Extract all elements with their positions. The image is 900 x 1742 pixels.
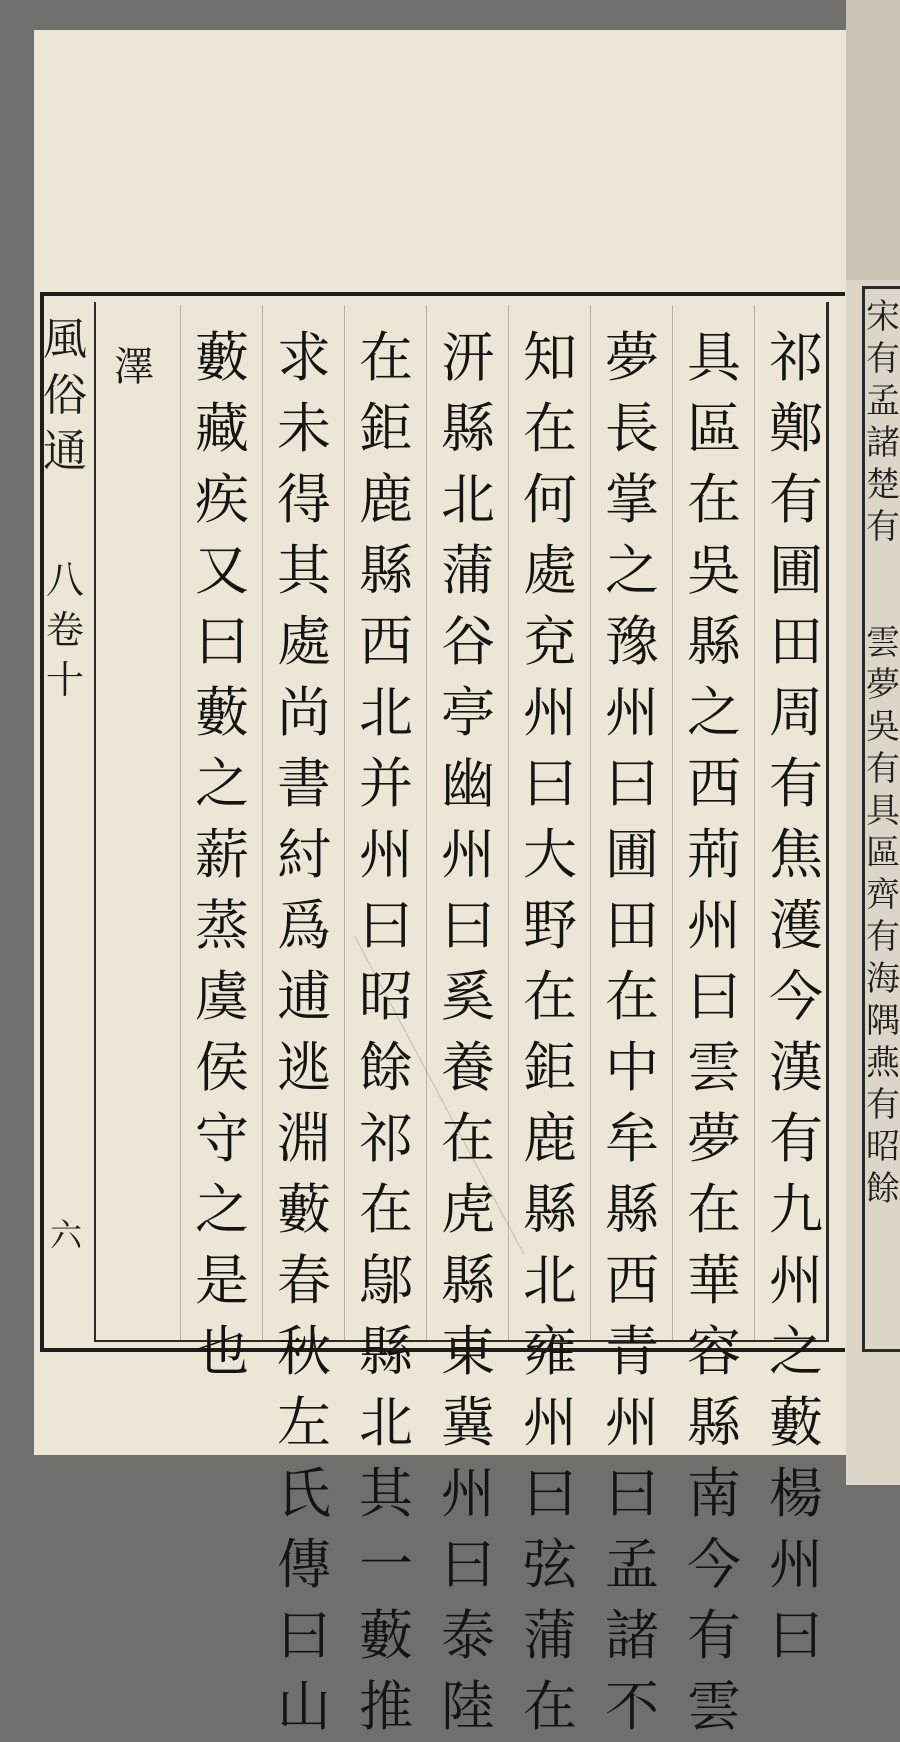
- adjacent-page-column-1: 宋有孟諸楚有: [866, 297, 900, 547]
- page-number: 六: [49, 1216, 82, 1254]
- adjacent-page-edge: [846, 0, 900, 280]
- text-column-8: 藪藏疾又曰藪之薪蒸虞侯守之是也: [195, 326, 249, 1383]
- text-column-4: 知在何處兗州曰大野在鉅鹿縣北雍州曰弦蒲在: [523, 326, 577, 1738]
- text-column-2: 具區在吳縣之西荊州曰雲夢在華容縣南今有雲: [687, 326, 741, 1738]
- column-rule: [344, 305, 345, 1340]
- text-column-6: 在鉅鹿縣西北并州曰昭餘祁在鄔縣北其一藪推: [359, 326, 413, 1738]
- column-rule: [672, 305, 673, 1340]
- volume-label-margin: 八 卷十: [45, 558, 84, 702]
- text-column-3: 夢長掌之豫州曰圃田在中牟縣西青州曰孟諸不: [605, 326, 659, 1738]
- section-heading: 澤: [114, 344, 154, 390]
- text-column-7: 求未得其處尚書紂爲逋逃淵藪春秋左氏傳曰山: [277, 326, 331, 1738]
- text-column-5: 汧縣北蒲谷亭幽州曰奚養在虎縣東冀州曰泰陸: [441, 326, 495, 1738]
- column-rule: [426, 305, 427, 1340]
- text-column-1: 祁鄭有圃田周有焦濩今漢有九州之藪楊州曰: [769, 326, 823, 1667]
- column-rule: [754, 305, 755, 1340]
- book-title-margin: 風俗通: [43, 314, 87, 477]
- column-rule: [262, 305, 263, 1340]
- adjacent-page-column-2: 雲夢吳有具區齊有海隅燕有昭餘: [866, 623, 900, 1209]
- column-rule: [180, 305, 181, 1340]
